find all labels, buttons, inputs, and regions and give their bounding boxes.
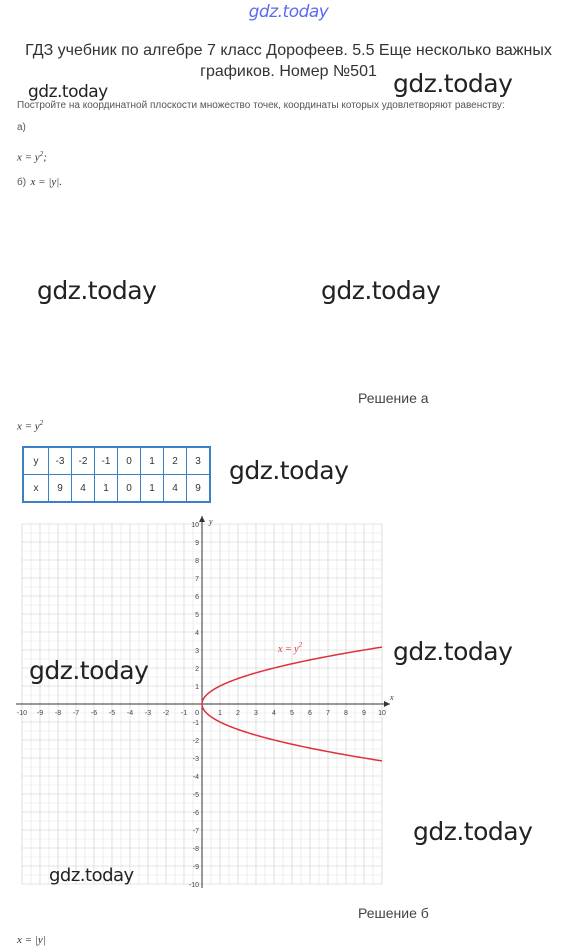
table-cell: 9 bbox=[49, 475, 72, 503]
y-tick-label: -3 bbox=[192, 756, 199, 763]
x-tick-label: 6 bbox=[308, 710, 312, 717]
x-tick-label: -9 bbox=[36, 710, 44, 717]
y-tick-label: -6 bbox=[192, 810, 199, 817]
part-a-equation: $x = y^2$; bbox=[17, 150, 47, 164]
x-tick-label: 3 bbox=[254, 710, 258, 717]
table-cell: y bbox=[23, 447, 49, 475]
part-b-label: б) bbox=[17, 177, 27, 188]
table-cell: 0 bbox=[118, 447, 141, 475]
graph bbox=[14, 514, 398, 895]
y-tick-label: -8 bbox=[192, 846, 199, 853]
task-prompt: Постройте на координатной плоскости множество точек, координаты которых удовлетворяют равенству: bbox=[17, 100, 505, 111]
table-cell: 1 bbox=[141, 447, 164, 475]
x-tick-label: -10 bbox=[16, 710, 28, 717]
x-tick-label: -5 bbox=[108, 710, 116, 717]
coordinate-plane bbox=[14, 514, 398, 890]
watermark: gdz.today bbox=[413, 817, 533, 846]
solution-a-heading: Решение а bbox=[358, 390, 429, 406]
part-a-label: а) bbox=[17, 122, 26, 133]
x-tick-label: 8 bbox=[344, 710, 348, 717]
x-tick-label: 5 bbox=[290, 710, 294, 717]
values-table bbox=[22, 446, 211, 503]
curve-label: $x = y^2$ bbox=[278, 641, 303, 655]
table-cell: 3 bbox=[187, 447, 211, 475]
watermark: gdz.today bbox=[28, 82, 108, 102]
x-tick-label: 7 bbox=[326, 710, 330, 717]
y-tick-label: -7 bbox=[192, 828, 199, 835]
part-b-equation: x = |y|. bbox=[30, 176, 63, 188]
table-cell: 1 bbox=[141, 475, 164, 503]
table-cell: 0 bbox=[118, 475, 141, 503]
y-tick-label: 5 bbox=[195, 612, 199, 619]
y-tick-label: -10 bbox=[188, 882, 199, 889]
x-tick-label: 1 bbox=[218, 710, 222, 717]
solution-a-equation: $x = y^2$ bbox=[17, 419, 44, 433]
site-logo[interactable]: gdz.today bbox=[248, 2, 329, 22]
watermark: gdz.today bbox=[29, 656, 149, 685]
solution-b-heading: Решение б bbox=[358, 905, 429, 921]
x-tick-label: 9 bbox=[362, 710, 366, 717]
y-tick-label: 10 bbox=[191, 522, 199, 529]
table-cell: -1 bbox=[95, 447, 118, 475]
table-cell: 2 bbox=[164, 447, 187, 475]
watermark: gdz.today bbox=[49, 865, 134, 886]
x-tick-label: -1 bbox=[180, 710, 188, 717]
x-tick-label: -2 bbox=[162, 710, 170, 717]
table-cell: 4 bbox=[72, 475, 95, 503]
x-tick-label: 2 bbox=[236, 710, 240, 717]
table-cell: 9 bbox=[187, 475, 211, 503]
watermark: gdz.today bbox=[321, 276, 441, 305]
y-tick-label: -2 bbox=[192, 738, 199, 745]
x-tick-label: -8 bbox=[54, 710, 62, 717]
x-tick-label: -7 bbox=[72, 710, 80, 717]
x-tick-label: 4 bbox=[272, 710, 276, 717]
y-axis-label: y bbox=[209, 517, 213, 526]
table-cell: 1 bbox=[95, 475, 118, 503]
table-cell: 4 bbox=[164, 475, 187, 503]
y-tick-label: 2 bbox=[195, 666, 199, 673]
solution-b-equation: x = |y| bbox=[17, 934, 46, 946]
x-tick-label: 10 bbox=[378, 710, 386, 717]
x-tick-label: -3 bbox=[144, 710, 152, 717]
table-cell: x bbox=[23, 475, 49, 503]
origin-label: 0 bbox=[195, 710, 199, 717]
x-axis-label: x bbox=[390, 693, 394, 702]
watermark: gdz.today bbox=[393, 69, 513, 98]
y-tick-label: 3 bbox=[195, 648, 199, 655]
y-tick-label: -5 bbox=[192, 792, 199, 799]
page-title: ГДЗ учебник по алгебре 7 класс Дорофеев. 5.5 Еще несколько важных графиков. Номер №501 bbox=[25, 42, 552, 80]
y-tick-label: 4 bbox=[195, 630, 199, 637]
part-b bbox=[17, 172, 62, 190]
x-tick-label: -6 bbox=[90, 710, 98, 717]
y-axis-arrow bbox=[199, 516, 205, 522]
y-tick-label: -1 bbox=[192, 720, 199, 727]
x-tick-label: -4 bbox=[126, 710, 134, 717]
y-tick-label: 1 bbox=[195, 684, 199, 691]
table-cell: -2 bbox=[72, 447, 95, 475]
table-cell: -3 bbox=[49, 447, 72, 475]
y-tick-label: 8 bbox=[195, 558, 199, 565]
y-tick-label: 6 bbox=[195, 594, 199, 601]
table-row-x bbox=[23, 475, 210, 503]
y-tick-label: 9 bbox=[195, 540, 199, 547]
y-tick-label: 7 bbox=[195, 576, 199, 583]
watermark: gdz.today bbox=[37, 276, 157, 305]
y-tick-label: -9 bbox=[192, 864, 199, 871]
watermark: gdz.today bbox=[229, 456, 349, 485]
table-row-y bbox=[23, 447, 210, 475]
watermark: gdz.today bbox=[393, 637, 513, 666]
y-tick-label: -4 bbox=[192, 774, 199, 781]
